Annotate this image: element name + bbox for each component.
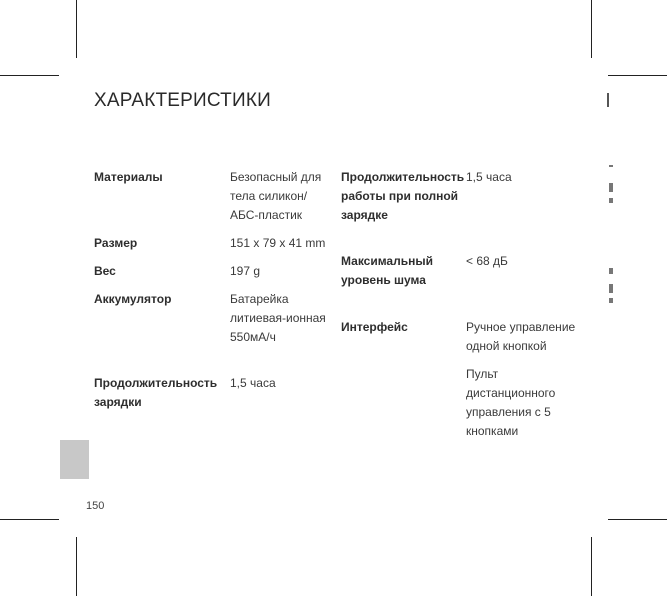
next-page-text-fragment: [609, 298, 613, 303]
spec-label: Вес: [94, 264, 116, 278]
spec-label: Максимальный уровень шума: [341, 254, 433, 287]
crop-mark: [76, 537, 77, 596]
next-page-edge: [607, 0, 667, 596]
crop-mark: [0, 519, 59, 520]
spec-value: 151 x 79 x 41 mm: [230, 236, 326, 250]
next-page-text-fragment: [609, 165, 613, 167]
spec-value: Батарейка литиевая-ионная 550мА/ч: [230, 292, 326, 344]
next-page-text-fragment: [609, 198, 613, 203]
spec-value: Безопасный для тела силикон/ АБС-пластик: [230, 170, 322, 222]
crop-mark: [591, 0, 592, 58]
crop-mark: [0, 75, 59, 76]
crop-mark: [76, 0, 77, 58]
spec-value: 197 g: [230, 264, 261, 278]
spec-label: Продолжительность работы при полной зарядке: [341, 170, 465, 222]
crop-mark: [591, 537, 592, 596]
next-page-title-fragment: [607, 93, 609, 107]
spec-label: Интерфейс: [341, 320, 408, 334]
next-page-text-fragment: [609, 284, 613, 293]
spec-value: < 68 дБ: [466, 254, 508, 268]
page-title: ХАРАКТЕРИСТИКИ: [94, 90, 271, 111]
spec-value: 1,5 часа: [230, 376, 276, 390]
page-number: 150: [86, 500, 105, 512]
spec-value: Ручное управление одной кнопкой: [466, 320, 576, 353]
next-page-text-fragment: [609, 268, 613, 274]
spec-label: Аккумулятор: [94, 292, 172, 306]
section-tab-marker: [60, 440, 89, 479]
spec-label: Продолжительность зарядки: [94, 376, 218, 409]
spec-label: Размер: [94, 236, 138, 250]
spec-label: Материалы: [94, 170, 163, 184]
spec-value: Пульт дистанционного управления с 5 кнопками: [466, 367, 556, 438]
next-page-text-fragment: [609, 183, 613, 192]
spec-value: 1,5 часа: [466, 170, 512, 184]
